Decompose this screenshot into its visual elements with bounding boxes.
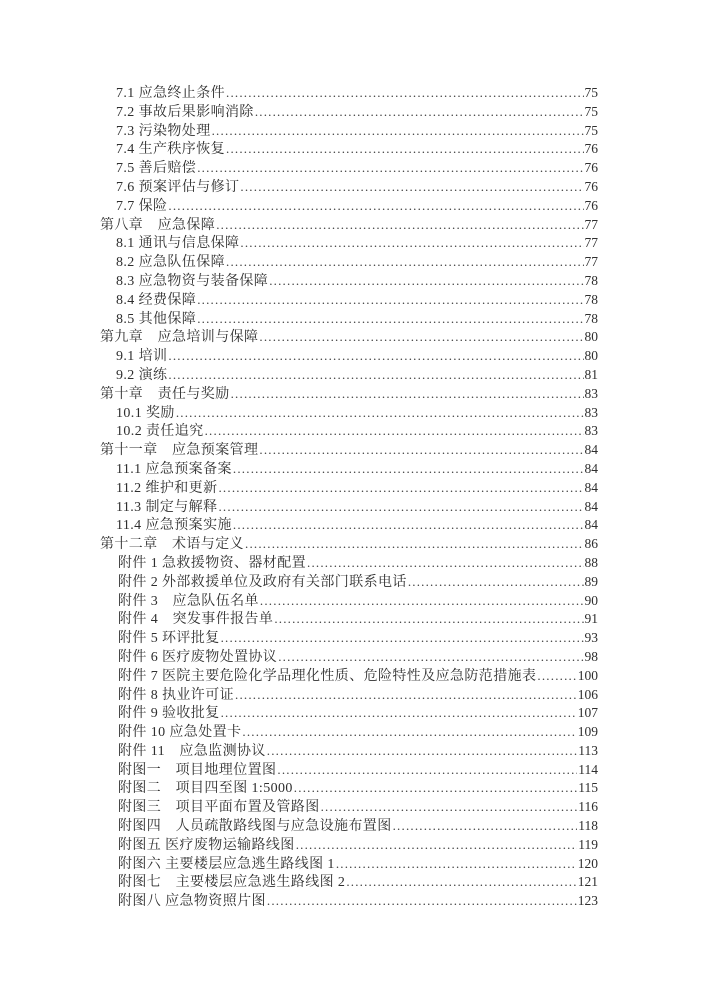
toc-entry [100,291,598,310]
toc-entry-page-number: 116 [578,799,598,815]
table-of-contents [100,84,598,911]
toc-entry [100,422,598,441]
toc-entry [100,592,598,611]
toc-entry-title: 第十二章 术语与定义 [100,537,244,553]
toc-entry-title: 10.2 责任追究 [116,424,204,440]
toc-entry-title: 附件 8 执业许可证 [118,687,234,703]
toc-leader-dots [259,328,583,348]
toc-entry-page-number: 84 [584,498,598,514]
toc-entry [100,84,598,103]
toc-entry [100,234,598,253]
toc-entry [100,328,598,347]
toc-entry-page-number: 106 [577,686,598,702]
toc-leader-dots [260,592,584,612]
toc-entry-title: 附件 1 急救援物资、器材配置 [118,555,306,571]
toc-entry-title: 11.4 应急预案实施 [116,518,232,534]
toc-entry-title: 7.4 生产秩序恢复 [116,142,225,158]
toc-leader-dots [274,610,583,630]
toc-entry [100,140,598,159]
toc-entry-title: 8.1 通讯与信息保障 [116,236,240,252]
toc-entry [100,667,598,686]
toc-entry [100,873,598,892]
toc-entry-title: 第十一章 应急预案管理 [100,443,259,459]
toc-entry-page-number: 76 [584,141,598,157]
toc-entry-title: 附件 3 应急队伍名单 [118,593,259,609]
toc-leader-dots [240,234,583,254]
toc-entry-page-number: 98 [584,648,598,664]
toc-leader-dots [307,554,584,574]
toc-entry-title: 11.3 制定与解释 [116,499,218,515]
toc-entry [100,272,598,291]
toc-entry-page-number: 86 [584,536,598,552]
toc-entry [100,779,598,798]
toc-entry [100,122,598,141]
toc-entry [100,159,598,178]
toc-entry-page-number: 75 [584,85,598,100]
toc-entry-title: 附图八 应急物资照片图 [118,894,266,910]
toc-entry-title: 附件 7 医院主要危险化学品理化性质、危险特性及应急防范措施表 [118,668,537,684]
toc-entry [100,648,598,667]
toc-entry [100,629,598,648]
toc-entry-page-number: 100 [577,667,598,683]
toc-entry-title: 附件 9 验收批复 [118,706,220,722]
toc-entry-title: 10.1 奖励 [116,405,175,421]
toc-entry [100,516,598,535]
toc-entry [100,404,598,423]
toc-leader-dots [221,704,577,724]
toc-entry-title: 附件 6 医疗废物处置协议 [118,649,278,665]
toc-entry-page-number: 84 [584,479,598,495]
toc-leader-dots [336,855,577,875]
toc-entry-page-number: 114 [578,761,598,777]
toc-entry-title: 附图六 主要楼层应急逃生路线图 1 [118,856,335,872]
toc-entry [100,892,598,911]
toc-entry-page-number: 83 [584,423,598,439]
toc-entry [100,216,598,235]
toc-entry [100,103,598,122]
toc-entry-page-number: 113 [578,742,598,758]
toc-leader-dots [296,836,578,856]
toc-entry-page-number: 80 [584,348,598,364]
toc-leader-dots [226,253,584,273]
toc-entry-page-number: 120 [577,855,598,871]
toc-leader-dots [408,573,584,593]
toc-entry-page-number: 81 [584,366,598,382]
toc-leader-dots [212,122,584,142]
toc-entry [100,441,598,460]
toc-entry-page-number: 83 [584,404,598,420]
toc-entry [100,610,598,629]
toc-entry-page-number: 119 [578,836,598,852]
toc-leader-dots [242,723,576,743]
toc-entry [100,310,598,329]
toc-leader-dots [168,347,583,367]
toc-entry [100,479,598,498]
toc-entry-page-number: 80 [584,329,598,345]
toc-entry-page-number: 89 [584,573,598,589]
toc-entry-title: 第十章 责任与奖励 [100,386,230,402]
toc-entry-page-number: 75 [584,103,598,119]
toc-leader-dots [537,667,576,687]
toc-entry [100,197,598,216]
toc-leader-dots [233,460,584,480]
toc-leader-dots [226,84,584,104]
toc-leader-dots [346,873,576,893]
toc-entry [100,836,598,855]
toc-entry-page-number: 115 [578,780,598,796]
toc-entry-page-number: 78 [584,272,598,288]
toc-leader-dots [205,422,584,442]
toc-entry-title: 附件 2 外部救援单位及政府有关部门联系电话 [118,574,407,590]
toc-entry-title: 附件 11 应急监测协议 [118,743,266,759]
toc-entry-page-number: 78 [584,291,598,307]
toc-leader-dots [267,742,577,762]
toc-entry-title: 7.3 污染物处理 [116,123,211,139]
toc-entry-page-number: 90 [584,592,598,608]
toc-leader-dots [218,479,583,499]
toc-entry-page-number: 91 [584,611,598,627]
toc-entry-title: 11.2 维护和更新 [116,480,218,496]
toc-entry-title: 7.7 保险 [116,198,168,214]
toc-entry-page-number: 109 [577,724,598,740]
toc-entry-title: 附件 5 环评批复 [118,631,220,647]
toc-entry-title: 7.6 预案评估与修订 [116,179,240,195]
toc-entry [100,366,598,385]
toc-entry-title: 8.3 应急物资与装备保障 [116,273,269,289]
toc-entry-title: 附件 10 应急处置卡 [118,725,242,741]
toc-entry-page-number: 107 [577,705,598,721]
toc-leader-dots [278,648,583,668]
toc-leader-dots [240,178,583,198]
toc-leader-dots [269,272,583,292]
toc-entry-title: 附图五 医疗废物运输路线图 [118,837,295,853]
toc-entry-title: 附图四 人员疏散路线图与应急设施布置图 [118,819,392,835]
toc-leader-dots [197,291,583,311]
toc-entry-page-number: 76 [584,160,598,176]
toc-entry-page-number: 93 [584,630,598,646]
toc-entry [100,535,598,554]
toc-leader-dots [221,629,584,649]
toc-entry-title: 附图三 项目平面布置及管路图 [118,800,320,816]
toc-entry-title: 附图二 项目四至图 1:5000 [118,781,293,797]
toc-entry [100,347,598,366]
toc-leader-dots [259,441,583,461]
toc-entry [100,798,598,817]
toc-leader-dots [216,216,583,236]
toc-entry [100,855,598,874]
toc-entry-title: 11.1 应急预案备案 [116,461,232,477]
toc-entry [100,686,598,705]
toc-entry [100,761,598,780]
toc-entry [100,704,598,723]
toc-entry-page-number: 77 [584,216,598,232]
toc-leader-dots [226,140,584,160]
toc-leader-dots [294,779,577,799]
toc-entry-page-number: 78 [584,310,598,326]
toc-entry [100,460,598,479]
toc-entry-page-number: 84 [584,460,598,476]
toc-leader-dots [197,159,583,179]
toc-leader-dots [176,404,584,424]
toc-entry [100,554,598,573]
toc-entry-title: 附图一 项目地理位置图 [118,762,277,778]
toc-entry [100,385,598,404]
toc-entry [100,498,598,517]
toc-entry-page-number: 84 [584,517,598,533]
toc-entry-page-number: 77 [584,254,598,270]
toc-entry-title: 7.5 善后赔偿 [116,161,197,177]
toc-entry-page-number: 75 [584,122,598,138]
toc-entry-title: 附图七 主要楼层应急逃生路线图 2 [118,875,346,891]
toc-leader-dots [235,686,577,706]
toc-leader-dots [168,366,583,386]
toc-leader-dots [197,310,583,330]
toc-leader-dots [393,817,578,837]
toc-entry-title: 8.2 应急队伍保障 [116,255,225,271]
toc-leader-dots [168,197,583,217]
toc-entry-page-number: 83 [584,385,598,401]
toc-entry-title: 第八章 应急保障 [100,217,216,233]
toc-entry [100,178,598,197]
toc-leader-dots [267,892,577,912]
toc-leader-dots [255,103,584,123]
toc-entry [100,742,598,761]
toc-leader-dots [277,761,577,781]
toc-entry-title: 8.4 经费保障 [116,292,197,308]
toc-entry-title: 7.2 事故后果影响消除 [116,104,254,120]
toc-entry-page-number: 121 [577,874,598,890]
toc-entry [100,253,598,272]
toc-leader-dots [321,798,578,818]
toc-entry-title: 8.5 其他保障 [116,311,197,327]
toc-entry-title: 第九章 应急培训与保障 [100,330,259,346]
toc-entry [100,723,598,742]
toc-entry [100,573,598,592]
toc-entry [100,817,598,836]
toc-entry-title: 9.2 演练 [116,367,168,383]
toc-entry-page-number: 76 [584,197,598,213]
toc-entry-title: 附件 4 突发事件报告单 [118,612,274,628]
toc-leader-dots [245,535,584,555]
toc-entry-page-number: 77 [584,235,598,251]
toc-entry-page-number: 84 [584,442,598,458]
toc-leader-dots [231,385,584,405]
toc-leader-dots [218,498,583,518]
toc-entry-page-number: 123 [577,893,598,909]
toc-entry-page-number: 76 [584,178,598,194]
toc-entry-page-number: 88 [584,554,598,570]
toc-leader-dots [233,516,584,536]
toc-entry-page-number: 118 [578,818,598,834]
toc-entry-title: 9.1 培训 [116,349,168,365]
toc-entry-title: 7.1 应急终止条件 [116,86,225,101]
